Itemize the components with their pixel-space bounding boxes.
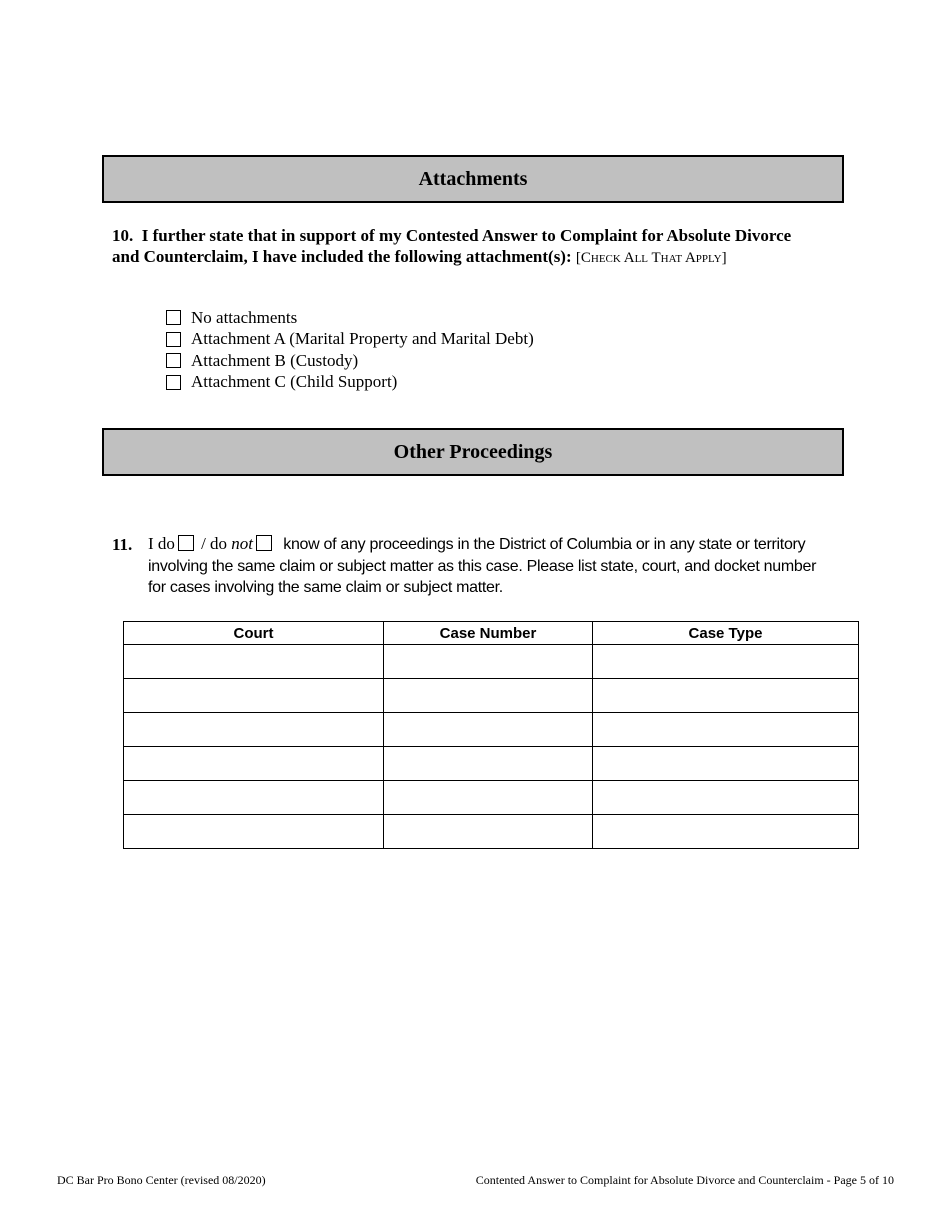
attachment-option-none	[166, 307, 534, 329]
q11-text: know of any proceedings in the District of Columbia or in any state or territory involving the same claim or subject matter as this case. Please list state, court, and docket number for cases involving the same claim or subject matter.	[148, 536, 817, 596]
checkbox-attachment-a[interactable]	[166, 332, 181, 347]
case-number-cell[interactable]	[384, 747, 593, 781]
q11-slash-do: / do	[201, 534, 228, 553]
case-type-cell[interactable]	[593, 713, 859, 747]
checkbox-i-do-not[interactable]	[256, 535, 272, 551]
case-type-cell[interactable]	[593, 645, 859, 679]
q10-text: I further state that in support of my Contested Answer to Complaint for Absolute Divorce and Counterclaim, I have included the following attachment(s):	[112, 226, 792, 266]
checkbox-attachment-b[interactable]	[166, 353, 181, 368]
case-number-cell[interactable]	[384, 713, 593, 747]
case-type-cell[interactable]	[593, 815, 859, 849]
case-type-cell[interactable]	[593, 679, 859, 713]
court-cell[interactable]	[124, 645, 384, 679]
attachments-section-header	[102, 155, 844, 203]
option-label: Attachment C (Child Support)	[191, 372, 398, 392]
option-label: Attachment B (Custody)	[191, 350, 359, 370]
table-row	[124, 679, 859, 713]
court-cell[interactable]	[124, 713, 384, 747]
table-row	[124, 781, 859, 815]
attachments-title: Attachments	[418, 168, 528, 190]
table-row	[124, 645, 859, 679]
table-row	[124, 713, 859, 747]
question-10	[112, 225, 812, 269]
proceedings-table	[123, 621, 859, 849]
footer-right: Contented Answer to Complaint for Absolute Divorce and Counterclaim - Page 5 of 10	[475, 1173, 894, 1187]
header-case-number: Case Number	[384, 622, 593, 645]
court-cell[interactable]	[124, 679, 384, 713]
other-proceedings-title: Other Proceedings	[393, 441, 553, 463]
table-row	[124, 747, 859, 781]
option-label: No attachments	[191, 307, 298, 327]
attachment-checklist	[166, 307, 534, 393]
q11-body	[148, 533, 838, 599]
case-number-cell[interactable]	[384, 645, 593, 679]
attachment-option-a	[166, 329, 534, 351]
table-header-row	[124, 622, 859, 645]
court-cell[interactable]	[124, 815, 384, 849]
attachment-option-b	[166, 350, 534, 372]
q11-not: not	[231, 534, 253, 553]
header-court: Court	[124, 622, 384, 645]
attachment-option-c	[166, 372, 534, 394]
checkbox-i-do[interactable]	[178, 535, 194, 551]
court-cell[interactable]	[124, 781, 384, 815]
case-number-cell[interactable]	[384, 781, 593, 815]
q10-note: [Check All That Apply]	[575, 250, 727, 266]
q10-number: 10.	[112, 226, 134, 245]
checkbox-no-attachments[interactable]	[166, 310, 181, 325]
header-case-type: Case Type	[593, 622, 859, 645]
checkbox-attachment-c[interactable]	[166, 375, 181, 390]
case-number-cell[interactable]	[384, 815, 593, 849]
other-proceedings-section-header	[102, 428, 844, 476]
option-label: Attachment A (Marital Property and Marital Debt)	[191, 329, 534, 349]
court-cell[interactable]	[124, 747, 384, 781]
q11-i-do: I do	[148, 534, 175, 553]
case-type-cell[interactable]	[593, 747, 859, 781]
footer-left: DC Bar Pro Bono Center (revised 08/2020)	[57, 1173, 266, 1187]
q11-number: 11.	[112, 535, 133, 554]
case-number-cell[interactable]	[384, 679, 593, 713]
case-type-cell[interactable]	[593, 781, 859, 815]
table-row	[124, 815, 859, 849]
